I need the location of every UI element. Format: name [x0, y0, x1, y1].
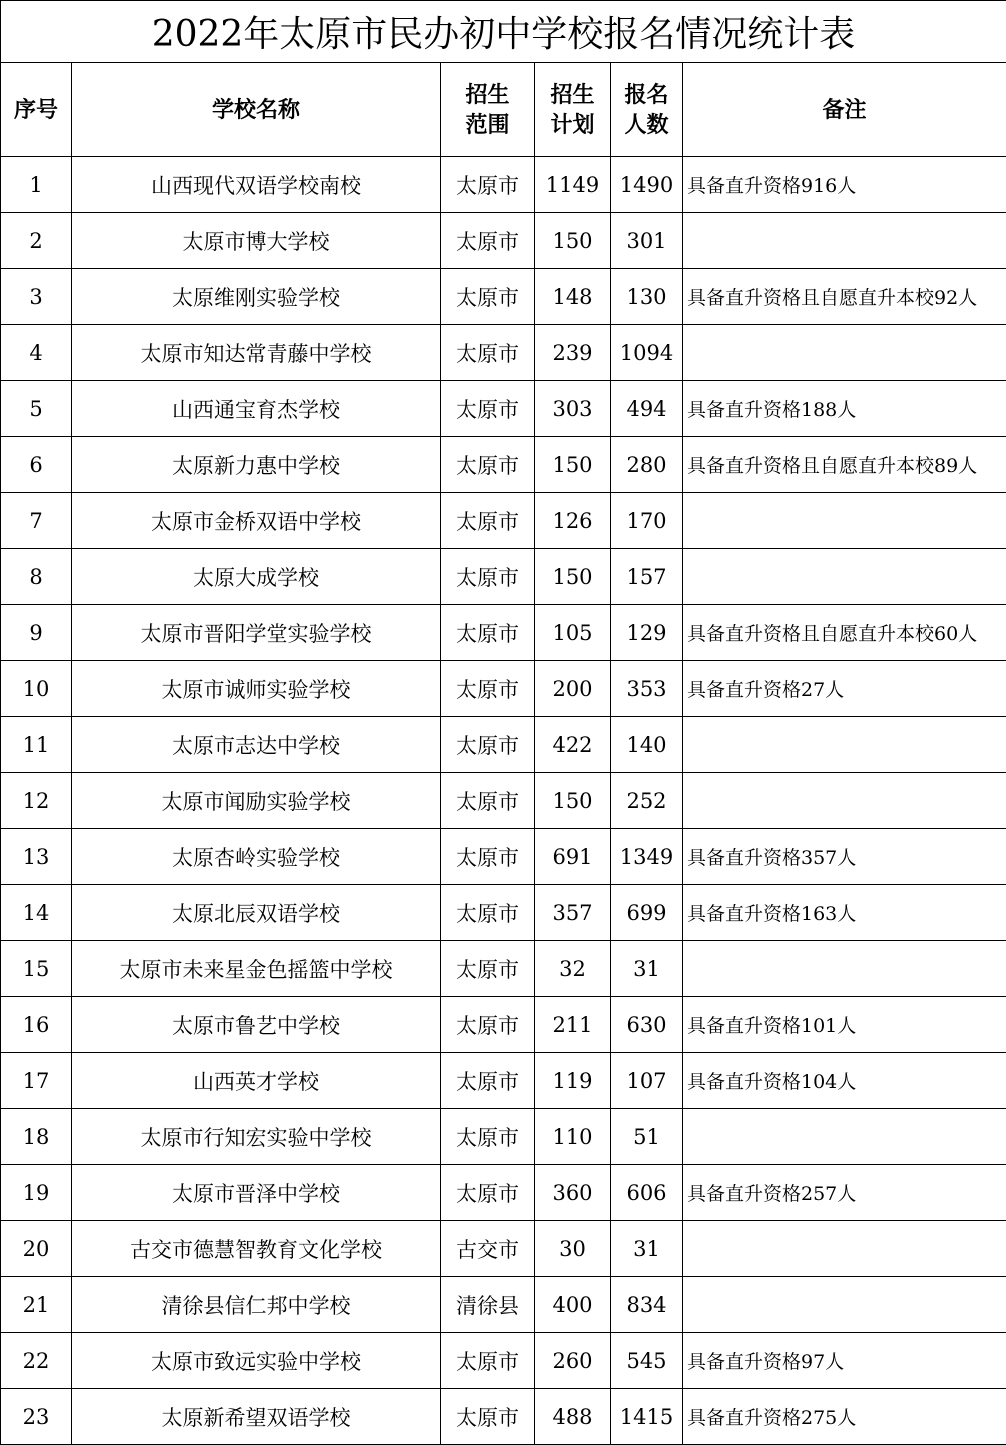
row-school-name: 太原市金桥双语中学校 [72, 493, 441, 549]
row-school-name: 太原市致远实验中学校 [72, 1333, 441, 1389]
row-remark: 具备直升资格188人 [683, 381, 1006, 437]
header-applicants [611, 63, 683, 157]
header-remark: 备注 [683, 63, 1006, 157]
row-seq: 15 [1, 941, 72, 997]
header-plan [535, 63, 611, 157]
row-seq: 12 [1, 773, 72, 829]
row-scope: 太原市 [441, 213, 535, 269]
row-remark [683, 1277, 1006, 1333]
row-seq: 6 [1, 437, 72, 493]
row-applicants: 280 [611, 437, 683, 493]
row-seq: 20 [1, 1221, 72, 1277]
row-remark: 具备直升资格且自愿直升本校60人 [683, 605, 1006, 661]
row-plan: 148 [535, 269, 611, 325]
row-school-name: 太原市晋泽中学校 [72, 1165, 441, 1221]
row-school-name: 太原大成学校 [72, 549, 441, 605]
row-seq: 11 [1, 717, 72, 773]
row-school-name: 山西通宝育杰学校 [72, 381, 441, 437]
table-row [1, 213, 1006, 269]
row-seq: 4 [1, 325, 72, 381]
row-school-name: 太原市博大学校 [72, 213, 441, 269]
row-plan: 211 [535, 997, 611, 1053]
header-row [1, 63, 1006, 157]
table-title: 2022年太原市民办初中学校报名情况统计表 [1, 1, 1006, 63]
row-applicants: 1094 [611, 325, 683, 381]
row-plan: 150 [535, 213, 611, 269]
row-school-name: 太原市行知宏实验中学校 [72, 1109, 441, 1165]
row-scope: 太原市 [441, 941, 535, 997]
row-scope: 太原市 [441, 325, 535, 381]
row-seq: 21 [1, 1277, 72, 1333]
row-scope: 太原市 [441, 1165, 535, 1221]
row-remark: 具备直升资格357人 [683, 829, 1006, 885]
row-scope: 太原市 [441, 157, 535, 213]
row-scope: 太原市 [441, 661, 535, 717]
row-school-name: 太原市晋阳学堂实验学校 [72, 605, 441, 661]
table-row [1, 605, 1006, 661]
table-row [1, 885, 1006, 941]
row-plan: 126 [535, 493, 611, 549]
row-scope: 太原市 [441, 1053, 535, 1109]
row-applicants: 1490 [611, 157, 683, 213]
row-seq: 19 [1, 1165, 72, 1221]
row-plan: 260 [535, 1333, 611, 1389]
row-scope: 太原市 [441, 1109, 535, 1165]
title-row [1, 1, 1006, 63]
row-applicants: 494 [611, 381, 683, 437]
row-applicants: 129 [611, 605, 683, 661]
row-scope: 太原市 [441, 1389, 535, 1445]
row-seq: 1 [1, 157, 72, 213]
row-plan: 150 [535, 773, 611, 829]
row-applicants: 606 [611, 1165, 683, 1221]
table-row [1, 661, 1006, 717]
row-seq: 7 [1, 493, 72, 549]
header-scope [441, 63, 535, 157]
header-scope-line2: 范围 [441, 110, 534, 140]
row-school-name: 太原新希望双语学校 [72, 1389, 441, 1445]
row-scope: 太原市 [441, 605, 535, 661]
row-seq: 3 [1, 269, 72, 325]
row-remark: 具备直升资格101人 [683, 997, 1006, 1053]
row-seq: 5 [1, 381, 72, 437]
row-school-name: 太原维刚实验学校 [72, 269, 441, 325]
row-seq: 13 [1, 829, 72, 885]
row-school-name: 太原市志达中学校 [72, 717, 441, 773]
header-plan-line2: 计划 [535, 110, 610, 140]
row-applicants: 157 [611, 549, 683, 605]
table-row [1, 1165, 1006, 1221]
row-remark: 具备直升资格97人 [683, 1333, 1006, 1389]
row-remark [683, 493, 1006, 549]
table-body [1, 157, 1006, 1445]
row-school-name: 太原市未来星金色摇篮中学校 [72, 941, 441, 997]
row-school-name: 山西现代双语学校南校 [72, 157, 441, 213]
row-seq: 9 [1, 605, 72, 661]
row-remark [683, 941, 1006, 997]
row-applicants: 545 [611, 1333, 683, 1389]
row-seq: 23 [1, 1389, 72, 1445]
row-scope: 太原市 [441, 1333, 535, 1389]
row-applicants: 1349 [611, 829, 683, 885]
row-scope: 太原市 [441, 549, 535, 605]
row-plan: 239 [535, 325, 611, 381]
row-school-name: 太原北辰双语学校 [72, 885, 441, 941]
row-scope: 太原市 [441, 885, 535, 941]
table-row [1, 829, 1006, 885]
row-school-name: 太原市闻励实验学校 [72, 773, 441, 829]
row-seq: 17 [1, 1053, 72, 1109]
row-plan: 110 [535, 1109, 611, 1165]
row-seq: 8 [1, 549, 72, 605]
row-plan: 30 [535, 1221, 611, 1277]
row-applicants: 170 [611, 493, 683, 549]
row-applicants: 130 [611, 269, 683, 325]
table-row [1, 773, 1006, 829]
table-row [1, 997, 1006, 1053]
row-scope: 太原市 [441, 381, 535, 437]
row-school-name: 古交市德慧智教育文化学校 [72, 1221, 441, 1277]
header-applicants-line2: 人数 [611, 110, 682, 140]
row-plan: 32 [535, 941, 611, 997]
row-remark: 具备直升资格27人 [683, 661, 1006, 717]
row-remark: 具备直升资格且自愿直升本校92人 [683, 269, 1006, 325]
table-row [1, 437, 1006, 493]
row-school-name: 太原市知达常青藤中学校 [72, 325, 441, 381]
row-remark: 具备直升资格257人 [683, 1165, 1006, 1221]
row-applicants: 31 [611, 1221, 683, 1277]
row-scope: 太原市 [441, 717, 535, 773]
row-applicants: 252 [611, 773, 683, 829]
row-scope: 古交市 [441, 1221, 535, 1277]
header-scope-line1: 招生 [441, 80, 534, 110]
header-school-name: 学校名称 [72, 63, 441, 157]
row-applicants: 353 [611, 661, 683, 717]
row-plan: 422 [535, 717, 611, 773]
table-row [1, 1389, 1006, 1445]
header-applicants-line1: 报名 [611, 80, 682, 110]
header-plan-line1: 招生 [535, 80, 610, 110]
table-row [1, 381, 1006, 437]
row-plan: 488 [535, 1389, 611, 1445]
row-school-name: 山西英才学校 [72, 1053, 441, 1109]
table-row [1, 549, 1006, 605]
row-remark [683, 213, 1006, 269]
row-applicants: 31 [611, 941, 683, 997]
row-seq: 14 [1, 885, 72, 941]
row-remark: 具备直升资格163人 [683, 885, 1006, 941]
table-row [1, 1221, 1006, 1277]
row-plan: 303 [535, 381, 611, 437]
row-remark [683, 717, 1006, 773]
row-scope: 太原市 [441, 269, 535, 325]
row-remark [683, 1221, 1006, 1277]
row-school-name: 太原杏岭实验学校 [72, 829, 441, 885]
row-plan: 360 [535, 1165, 611, 1221]
row-school-name: 清徐县信仁邦中学校 [72, 1277, 441, 1333]
row-remark [683, 549, 1006, 605]
row-plan: 150 [535, 549, 611, 605]
row-plan: 119 [535, 1053, 611, 1109]
table-row [1, 1333, 1006, 1389]
row-seq: 18 [1, 1109, 72, 1165]
row-remark: 具备直升资格104人 [683, 1053, 1006, 1109]
row-applicants: 834 [611, 1277, 683, 1333]
table-row [1, 1277, 1006, 1333]
row-scope: 太原市 [441, 493, 535, 549]
row-seq: 16 [1, 997, 72, 1053]
row-school-name: 太原新力惠中学校 [72, 437, 441, 493]
row-plan: 1149 [535, 157, 611, 213]
row-seq: 22 [1, 1333, 72, 1389]
table-row [1, 1053, 1006, 1109]
row-remark: 具备直升资格且自愿直升本校89人 [683, 437, 1006, 493]
row-scope: 太原市 [441, 773, 535, 829]
row-applicants: 301 [611, 213, 683, 269]
row-scope: 太原市 [441, 437, 535, 493]
table-row [1, 941, 1006, 997]
row-applicants: 1415 [611, 1389, 683, 1445]
row-plan: 357 [535, 885, 611, 941]
row-remark [683, 1109, 1006, 1165]
row-plan: 400 [535, 1277, 611, 1333]
row-remark [683, 773, 1006, 829]
table-row [1, 325, 1006, 381]
table-row [1, 1109, 1006, 1165]
row-plan: 691 [535, 829, 611, 885]
row-remark: 具备直升资格916人 [683, 157, 1006, 213]
table-row [1, 493, 1006, 549]
row-seq: 10 [1, 661, 72, 717]
row-applicants: 51 [611, 1109, 683, 1165]
row-scope: 太原市 [441, 997, 535, 1053]
table-row [1, 717, 1006, 773]
row-remark [683, 325, 1006, 381]
row-scope: 太原市 [441, 829, 535, 885]
row-plan: 150 [535, 437, 611, 493]
row-school-name: 太原市鲁艺中学校 [72, 997, 441, 1053]
row-seq: 2 [1, 213, 72, 269]
row-scope: 清徐县 [441, 1277, 535, 1333]
row-school-name: 太原市诚师实验学校 [72, 661, 441, 717]
header-seq: 序号 [1, 63, 72, 157]
row-remark: 具备直升资格275人 [683, 1389, 1006, 1445]
table-row [1, 157, 1006, 213]
row-applicants: 699 [611, 885, 683, 941]
row-applicants: 630 [611, 997, 683, 1053]
row-plan: 105 [535, 605, 611, 661]
table-row [1, 269, 1006, 325]
row-applicants: 140 [611, 717, 683, 773]
row-plan: 200 [535, 661, 611, 717]
row-applicants: 107 [611, 1053, 683, 1109]
